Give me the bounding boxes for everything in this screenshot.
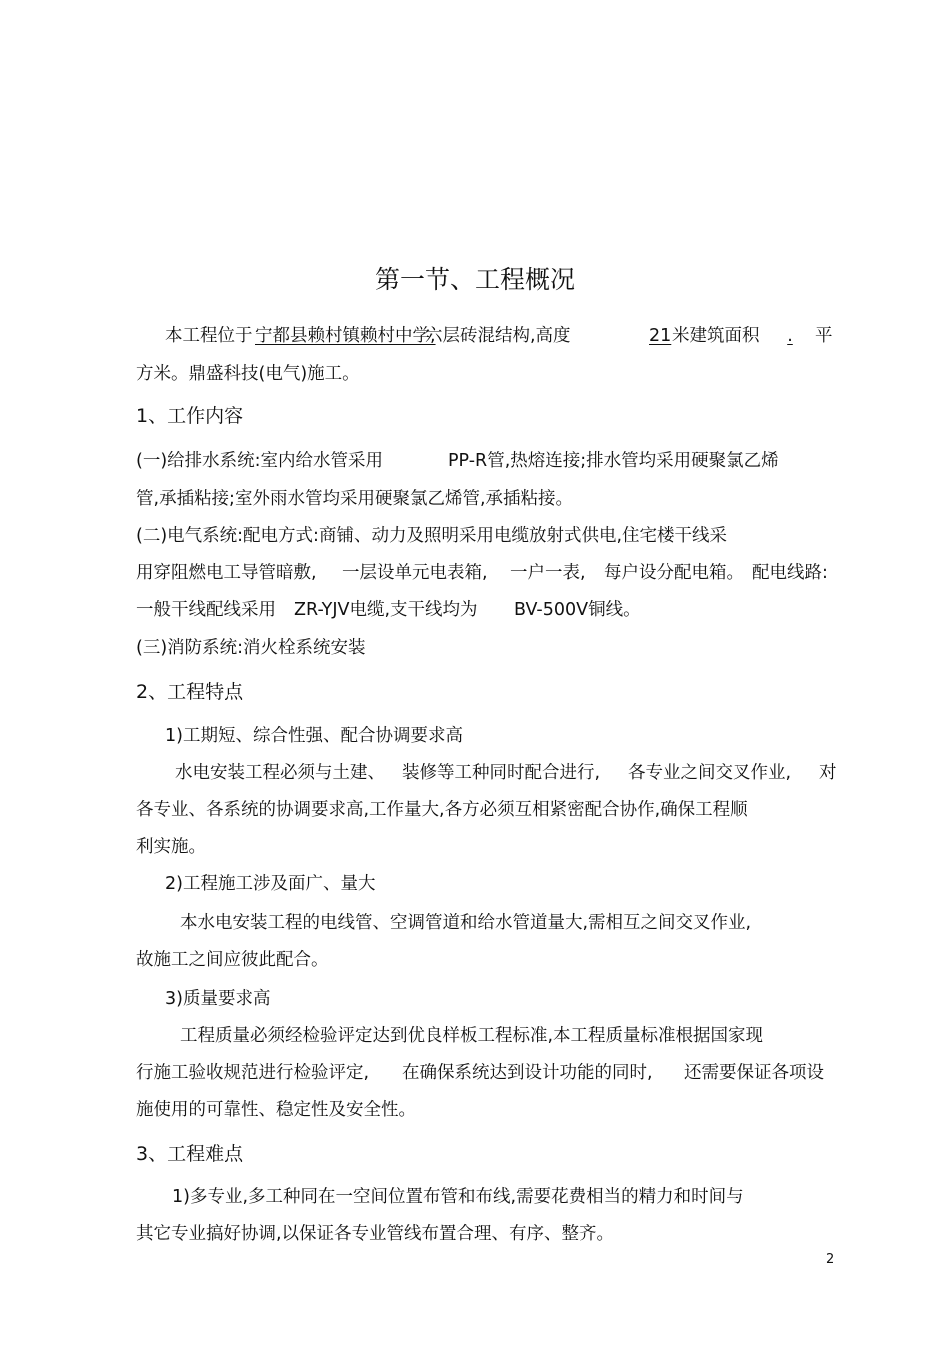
s2-c2b: 在确保系统达到设计功能的同时, <box>402 1063 653 1083</box>
intro-text-1e: 米建筑面积 <box>672 326 760 346</box>
intro-text-1a: 本工程位于 <box>165 326 253 346</box>
s1-p1c: 管,承插粘接;室外雨水管均采用硬聚氯乙烯管,承插粘接。 <box>136 489 574 509</box>
s3-d1: 1)多专业,多工种同在一空间位置布管和布线,需要花费相当的精力和时间与 <box>172 1187 744 1207</box>
s1-p2b3: 一户一表, <box>510 563 586 583</box>
section-3-heading: 3、工程难点 <box>136 1143 244 1165</box>
s1-p2b5: 配电线路: <box>752 563 828 583</box>
s1-p2c2: ZR-YJV电缆,支干线均为 <box>294 600 478 620</box>
s2-a2: 各专业、各系统的协调要求高,工作量大,各方必须互相紧密配合协作,确保工程顺 <box>136 800 748 820</box>
s1-p1b: PP-R管,热熔连接;排水管均采用硬聚氯乙烯 <box>448 451 779 471</box>
intro-text-1g: 平 <box>815 326 833 346</box>
intro-text-2: 方米。鼎盛科技(电气)施工。 <box>136 364 360 384</box>
intro-height: 21 <box>649 326 672 346</box>
s2-a1a: 水电安装工程必须与土建、 <box>175 763 385 783</box>
s2-b-title: 2)工程施工涉及面广、量大 <box>165 874 376 894</box>
s2-b2: 故施工之间应彼此配合。 <box>136 950 329 970</box>
s1-p2b1: 用穿阻燃电工导管暗敷, <box>136 563 317 583</box>
s3-d2: 其它专业搞好协调,以保证各专业管线布置合理、有序、整齐。 <box>136 1224 615 1244</box>
s2-c1: 工程质量必须经检验评定达到优良样板工程标准,本工程质量标准根据国家现 <box>180 1026 764 1046</box>
s2-c2c: 还需要保证各项设 <box>684 1063 824 1083</box>
s2-a1d: 对 <box>819 763 837 783</box>
s2-a-title: 1)工期短、综合性强、配合协调要求高 <box>165 726 463 746</box>
s1-p3: (三)消防系统:消火栓系统安装 <box>136 638 366 658</box>
s1-p2c3: BV-500V铜线。 <box>514 600 641 620</box>
s2-b1: 本水电安装工程的电线管、空调管道和给水管道量大,需相互之间交叉作业, <box>180 913 752 933</box>
s2-c2a: 行施工验收规范进行检验评定, <box>136 1063 370 1083</box>
s1-p2b2: 一层设单元电表箱, <box>342 563 488 583</box>
s2-a3: 利实施。 <box>136 837 206 857</box>
s1-p2c1: 一般干线配线采用 <box>136 600 276 620</box>
section-1-heading: 1、工作内容 <box>136 405 244 427</box>
s1-p2a: (二)电气系统:配电方式:商铺、动力及照明采用电缆放射式供电,住宅楼干线采 <box>136 526 728 546</box>
page-title: 第一节、工程概况 <box>374 265 575 294</box>
s1-p2b4: 每户设分配电箱。 <box>604 563 744 583</box>
s2-c3: 施使用的可靠性、稳定性及安全性。 <box>136 1100 416 1120</box>
section-2-heading: 2、工程特点 <box>136 681 244 703</box>
intro-area-blank: . <box>787 326 793 346</box>
s2-c-title: 3)质量要求高 <box>165 989 271 1009</box>
intro-location: 宁都县赖村镇赖村中学, <box>255 326 436 346</box>
intro-text-1c: 六层砖混结构,高度 <box>425 326 571 346</box>
s2-a1b: 装修等工种同时配合进行, <box>402 763 601 783</box>
s1-p1a: (一)给排水系统:室内给水管采用 <box>136 451 384 471</box>
s2-a1c: 各专业之间交叉作业, <box>628 763 792 783</box>
page-number: 2 <box>826 1252 835 1267</box>
